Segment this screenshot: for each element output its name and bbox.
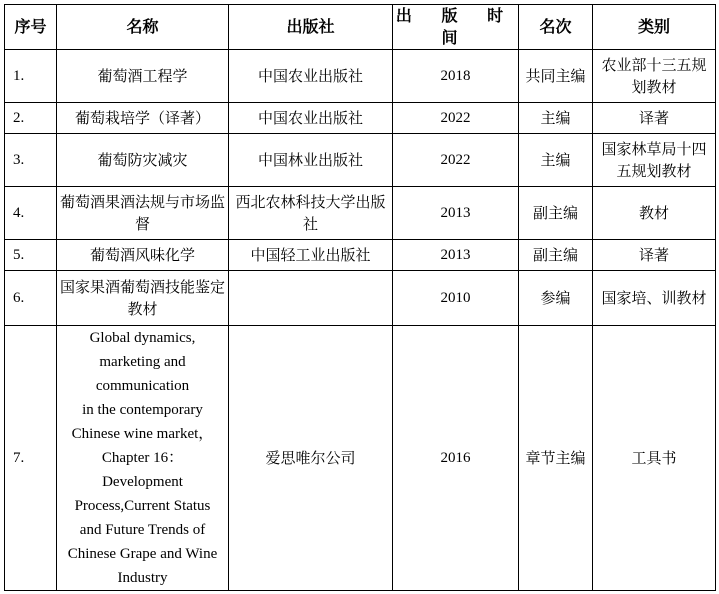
header-year: 出 版 时 间 <box>393 5 519 50</box>
cell-rank: 参编 <box>519 271 593 326</box>
cell-year: 2013 <box>393 187 519 240</box>
header-no: 序号 <box>5 5 57 50</box>
cell-rank: 副主编 <box>519 187 593 240</box>
cell-category: 工具书 <box>593 326 716 591</box>
cell-publisher: 中国林业出版社 <box>229 134 393 187</box>
cell-rank: 副主编 <box>519 240 593 271</box>
table-row <box>5 240 716 271</box>
cell-name: 葡萄防灾减灾 <box>57 134 229 187</box>
cell-publisher <box>229 271 393 326</box>
cell-no: 2. <box>5 103 57 134</box>
cell-name: 葡萄酒工程学 <box>57 50 229 103</box>
cell-category: 国家培、训教材 <box>593 271 716 326</box>
header-publisher: 出版社 <box>229 5 393 50</box>
cell-name: 葡萄酒果酒法规与市场监督 <box>57 187 229 240</box>
cell-name: 国家果酒葡萄酒技能鉴定教材 <box>57 271 229 326</box>
cell-year: 2018 <box>393 50 519 103</box>
cell-category: 农业部十三五规划教材 <box>593 50 716 103</box>
cell-year: 2022 <box>393 134 519 187</box>
cell-rank: 主编 <box>519 134 593 187</box>
cell-no: 7. <box>5 326 57 591</box>
table-row <box>5 271 716 326</box>
publications-table <box>4 4 716 591</box>
cell-no: 3. <box>5 134 57 187</box>
cell-publisher: 中国轻工业出版社 <box>229 240 393 271</box>
cell-year: 2010 <box>393 271 519 326</box>
table-row <box>5 187 716 240</box>
cell-category: 教材 <box>593 187 716 240</box>
cell-year: 2013 <box>393 240 519 271</box>
cell-publisher: 爱思唯尔公司 <box>229 326 393 591</box>
cell-category: 译著 <box>593 240 716 271</box>
header-name: 名称 <box>57 5 229 50</box>
cell-publisher: 西北农林科技大学出版社 <box>229 187 393 240</box>
header-row <box>5 5 716 50</box>
cell-name: 葡萄栽培学（译著） <box>57 103 229 134</box>
table-row <box>5 50 716 103</box>
cell-publisher: 中国农业出版社 <box>229 50 393 103</box>
cell-category: 译著 <box>593 103 716 134</box>
cell-name: 葡萄酒风味化学 <box>57 240 229 271</box>
cell-no: 6. <box>5 271 57 326</box>
table-row <box>5 326 716 591</box>
cell-rank: 主编 <box>519 103 593 134</box>
cell-publisher: 中国农业出版社 <box>229 103 393 134</box>
cell-no: 4. <box>5 187 57 240</box>
table-row <box>5 103 716 134</box>
cell-no: 1. <box>5 50 57 103</box>
cell-name: Global dynamics, marketing and communication in the contemporary Chinese wine market， Chapter 16： Development Process,Current Status and Future Trends of Chinese Grape and Wine Industry <box>57 326 229 591</box>
cell-year: 2022 <box>393 103 519 134</box>
table-row <box>5 134 716 187</box>
header-category: 类别 <box>593 5 716 50</box>
cell-year: 2016 <box>393 326 519 591</box>
cell-no: 5. <box>5 240 57 271</box>
header-rank: 名次 <box>519 5 593 50</box>
cell-category: 国家林草局十四五规划教材 <box>593 134 716 187</box>
cell-rank: 章节主编 <box>519 326 593 591</box>
cell-rank: 共同主编 <box>519 50 593 103</box>
